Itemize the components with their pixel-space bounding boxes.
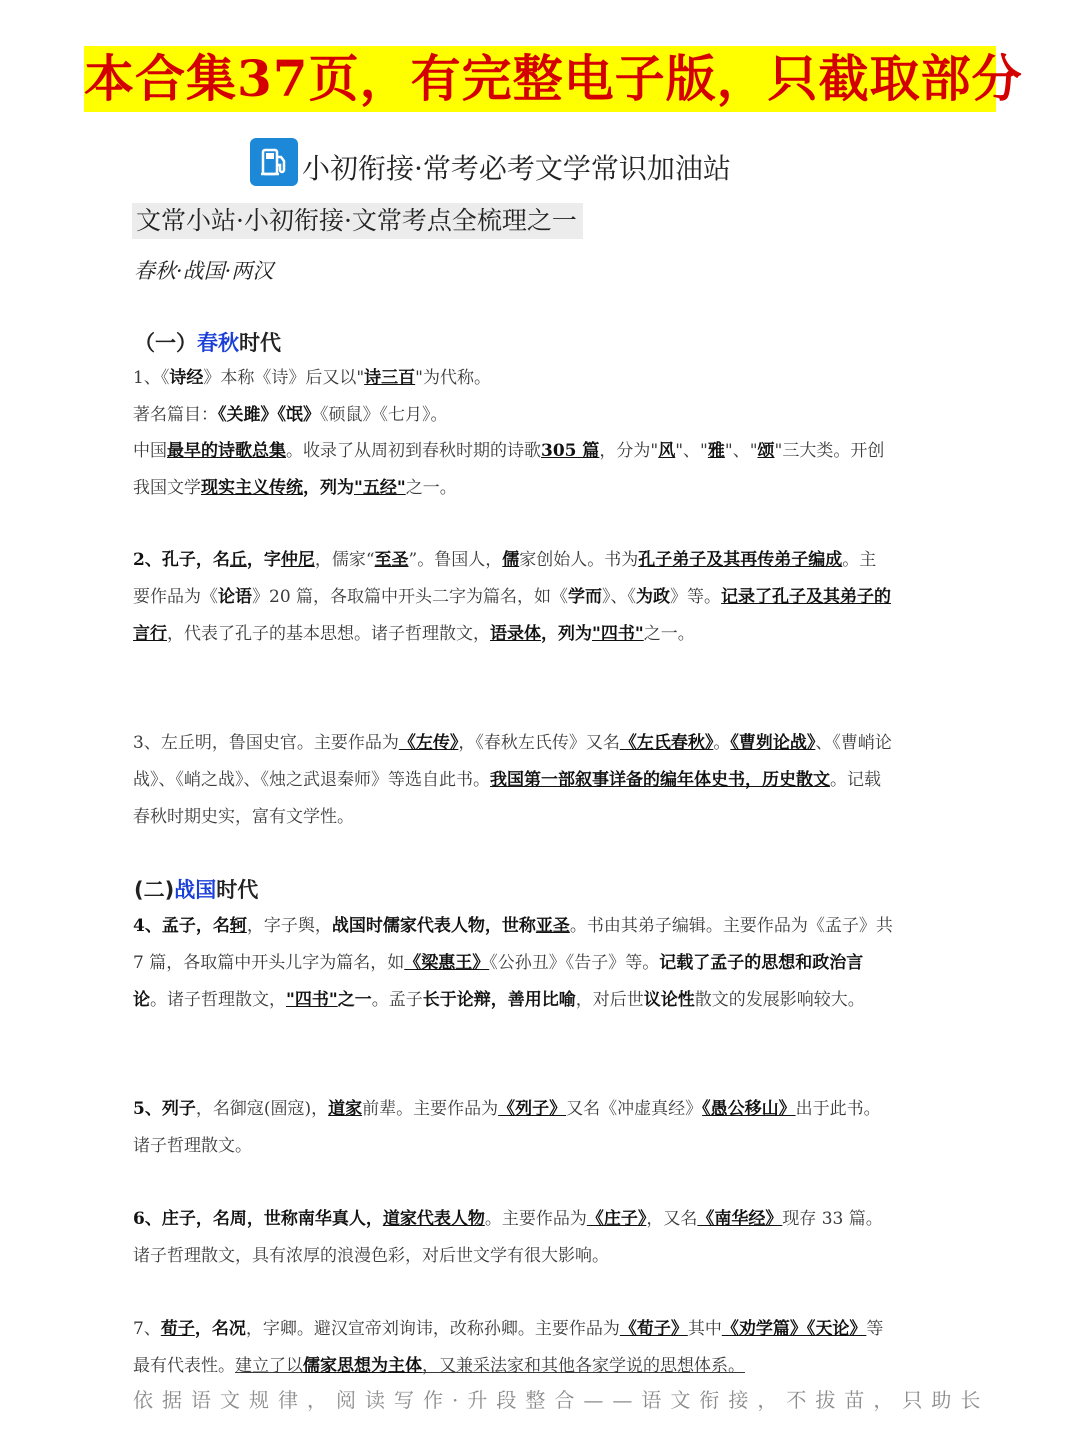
subtitle: 文常小站·小初衔接·文常考点全梳理之一: [132, 203, 583, 239]
item-2: 2、孔子，名丘，字仲尼，儒家“至圣”。鲁国人，儒家创始人。书为孔子弟子及其再传弟子编成。主要作品为《论语》20 篇，各取篇中开头二字为篇名，如《学而》、《为政》等。记录了孔子及其弟子的言行，代表了孔子的基本思想。诸子哲理散文，语录体，列为"四书"之一。: [133, 550, 892, 644]
fuel-pump-icon: [250, 138, 298, 186]
era-list: 春秋·战国·两汉: [134, 259, 274, 283]
section-heading-spring-autumn: （一）春秋时代: [134, 331, 281, 355]
item-3: 3、左丘明，鲁国史官。主要作品为《左传》，《春秋左氏传》又名《左氏春秋》。《曹刿论战》、《曹峭论战》、《峭之战》、《烛之武退秦师》等选自此书。我国第一部叙事详备的编年体史书，历史散文。记载春秋时期史实，富有文学性。: [133, 733, 892, 827]
main-title: 小初衔接·常考必考文学常识加油站: [302, 152, 731, 185]
item-1: 1、《诗经》本称《诗》后又以"诗三百"为代称。: [133, 368, 491, 388]
item-7: 7、荀子，名况，字卿。避汉宣帝刘询讳，改称孙卿。主要作品为《荀子》其中《劝学篇》《天论》等最有代表性。建立了以儒家思想为主体，又兼采法家和其他各家学说的思想体系。: [133, 1319, 884, 1376]
footer-slogan: 依据语文规律，阅读写作·升段整合——语文衔接，不拔苗，只助长: [133, 1388, 990, 1412]
item-1-description: 中国最早的诗歌总集。收录了从周初到春秋时期的诗歌305 篇，分为"风"、"雅"、"颂"三大类。开创我国文学现实主义传统，列为"五经"之一。: [133, 441, 885, 498]
promo-banner: 本合集37页，有完整电子版，只截取部分: [84, 46, 996, 112]
item-5: 5、列子，名御寇(圄寇)，道家前辈。主要作品为《列子》又名《冲虚真经》《愚公移山》出于此书。诸子哲理散文。: [133, 1099, 881, 1156]
item-4: 4、孟子，名轲，字子舆，战国时儒家代表人物，世称亚圣。书由其弟子编辑。主要作品为《孟子》共 7 篇，各取篇中开头儿字为篇名，如《梁惠王》《公孙丑》《告子》等。记载了孟子的思想和政治言论。诸子哲理散文，"四书"之一。孟子长于论辩，善用比喻，对后世议论性散文的发展影响较大。: [133, 916, 893, 1010]
title-row: [250, 136, 731, 188]
section-heading-warring-states: (二)战国时代: [134, 878, 259, 902]
item-6: 6、庄子，名周，世称南华真人，道家代表人物。主要作品为《庄子》，又名《南华经》现存 33 篇。诸子哲理散文，具有浓厚的浪漫色彩，对后世文学有很大影响。: [133, 1209, 883, 1266]
item-1-famous-pieces: 著名篇目：《关雎》《氓》《硕鼠》《七月》。: [133, 405, 448, 425]
